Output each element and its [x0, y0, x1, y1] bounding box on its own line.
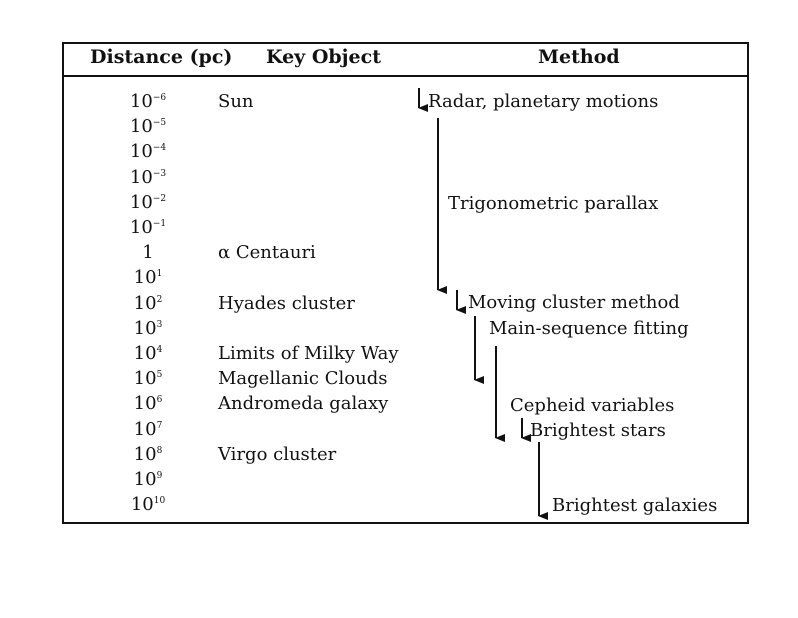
distance-exponent: 10	[153, 496, 166, 506]
method-brightest-stars: Brightest stars	[530, 420, 666, 441]
distance-exponent: −6	[152, 93, 167, 103]
distance-base: 10	[133, 368, 157, 389]
header-distance: Distance (pc)	[90, 46, 233, 68]
key-object-cell: Andromeda galaxy	[218, 393, 389, 414]
distance-base: 10	[129, 141, 153, 162]
distance-base: 10	[133, 343, 157, 364]
distance-exponent: −5	[152, 118, 167, 128]
method-radar: Radar, planetary motions	[428, 91, 659, 112]
distance-base: 10	[129, 116, 153, 137]
key-object-cell: Virgo cluster	[218, 444, 337, 465]
distance-base: 10	[133, 444, 157, 465]
distance-base: 10	[129, 91, 153, 112]
distance-base: 10	[133, 318, 157, 339]
distance-exponent: 5	[156, 370, 163, 380]
key-object-cell: Limits of Milky Way	[218, 343, 399, 364]
distance-exponent: −4	[152, 143, 167, 153]
distance-exponent: 8	[156, 446, 163, 456]
distance-base: 10	[129, 192, 153, 213]
distance-exponent: 4	[156, 345, 163, 355]
distance-base: 10	[133, 267, 157, 288]
distance-base: 10	[129, 217, 153, 238]
distance-exponent: 7	[156, 421, 163, 431]
key-object-cell: Magellanic Clouds	[218, 368, 388, 389]
method-moving-cluster: Moving cluster method	[468, 292, 680, 313]
distance-exponent: 6	[156, 395, 163, 405]
distance-base: 10	[130, 494, 154, 515]
method-main-sequence: Main-sequence fitting	[489, 318, 689, 339]
key-object-cell: Hyades cluster	[218, 293, 355, 314]
method-cepheid: Cepheid variables	[510, 395, 675, 416]
key-object-cell: α Centauri	[218, 242, 316, 263]
distance-exponent: −1	[152, 219, 167, 229]
distance-base: 1	[142, 242, 154, 263]
distance-exponent: 3	[156, 320, 163, 330]
distance-base: 10	[133, 293, 157, 314]
distance-exponent: 9	[156, 471, 163, 481]
key-object-cell: Sun	[218, 91, 254, 112]
distance-exponent: −2	[152, 194, 167, 204]
distance-exponent: −3	[152, 169, 167, 179]
method-brightest-galaxies: Brightest galaxies	[552, 495, 718, 516]
distance-exponent: 2	[156, 295, 163, 305]
distance-base: 10	[129, 167, 153, 188]
distance-base: 10	[133, 419, 157, 440]
distance-base: 10	[133, 469, 157, 490]
method-parallax: Trigonometric parallax	[448, 193, 659, 214]
distance-base: 10	[133, 393, 157, 414]
header-method: Method	[538, 46, 620, 68]
header-key-object: Key Object	[266, 46, 381, 68]
distance-exponent: 1	[156, 269, 163, 279]
